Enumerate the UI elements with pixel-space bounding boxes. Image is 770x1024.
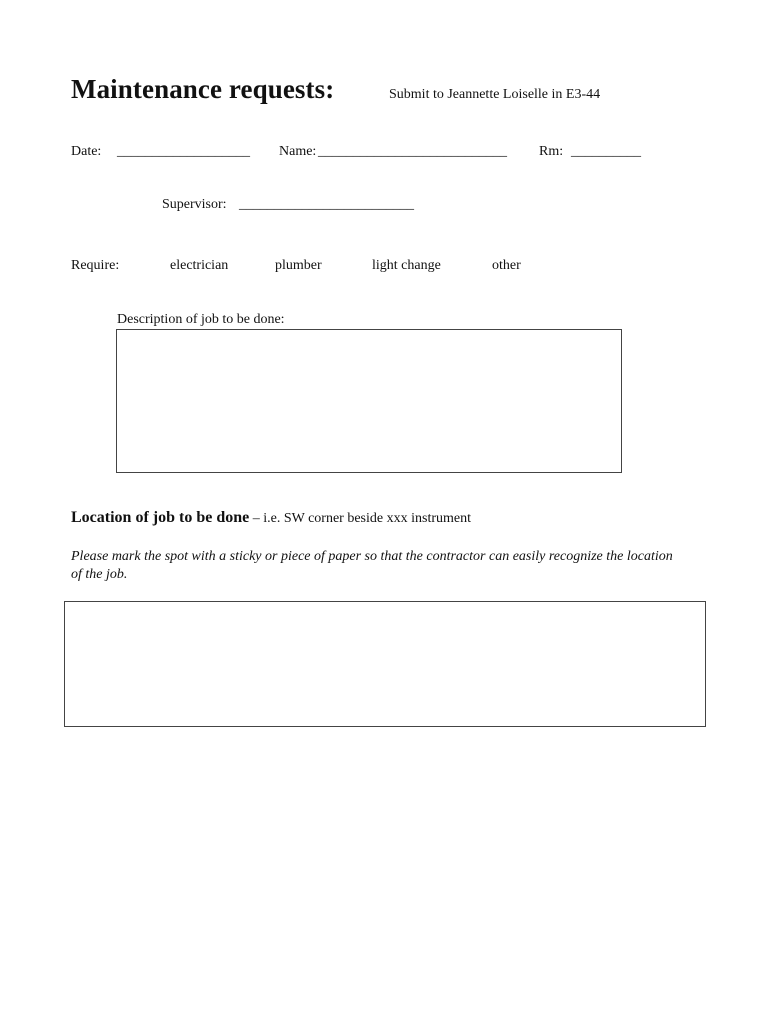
- submit-note: Submit to Jeannette Loiselle in E3-44: [389, 87, 601, 102]
- description-input[interactable]: [117, 330, 621, 472]
- description-label: Description of job to be done:: [117, 312, 285, 327]
- require-label: Require:: [71, 258, 120, 273]
- location-heading-title: Location of job to be done: [71, 509, 250, 526]
- date-label: Date:: [71, 144, 102, 159]
- location-box[interactable]: [64, 601, 706, 727]
- description-box[interactable]: [116, 329, 622, 473]
- location-heading: [71, 509, 471, 527]
- location-input[interactable]: [65, 602, 705, 726]
- require-option-electrician[interactable]: electrician: [170, 258, 229, 273]
- date-field[interactable]: ___________________: [117, 144, 250, 159]
- supervisor-field[interactable]: _________________________: [239, 197, 414, 212]
- supervisor-label: Supervisor:: [162, 197, 227, 212]
- room-field[interactable]: __________: [571, 144, 641, 159]
- require-option-other[interactable]: other: [492, 258, 521, 273]
- page-title: Maintenance requests:: [71, 74, 335, 104]
- location-heading-example: – i.e. SW corner beside xxx instrument: [249, 511, 471, 526]
- location-instructions: Please mark the spot with a sticky or piece of paper so that the contractor can easily recognize the location of the job.: [71, 549, 673, 582]
- require-option-plumber[interactable]: plumber: [275, 258, 322, 273]
- require-option-light-change[interactable]: light change: [372, 258, 441, 273]
- name-label: Name:: [279, 144, 317, 159]
- name-field[interactable]: ___________________________: [318, 144, 507, 159]
- room-label: Rm:: [539, 144, 564, 159]
